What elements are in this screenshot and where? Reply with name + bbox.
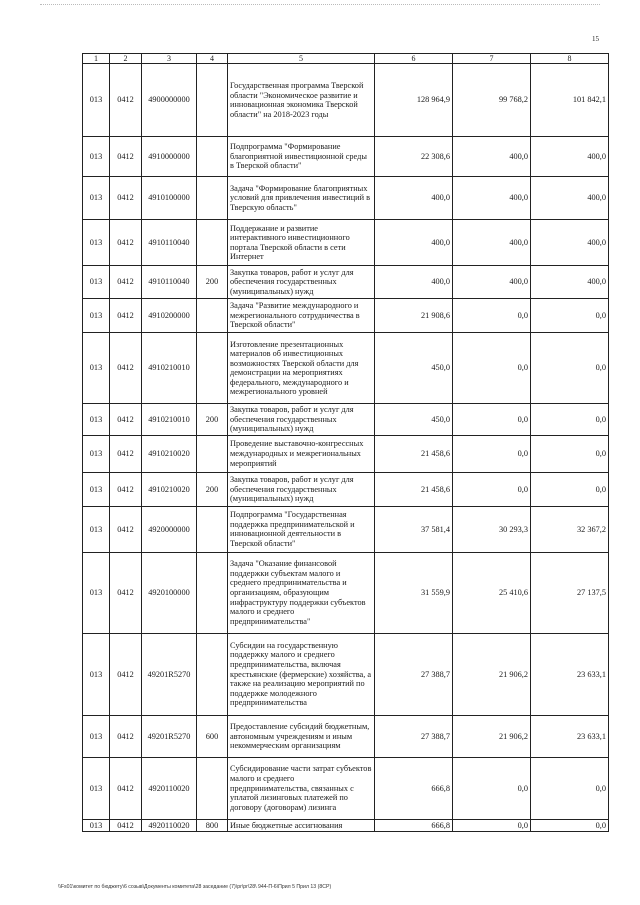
cell-v8: 101 842,1 (531, 64, 609, 137)
cell-name: Государственная программа Тверской области "Экономическое развитие и инновационная экономика Тверской области" на 2018-2023 годы (228, 64, 375, 137)
cell-c3: 4910100000 (142, 177, 197, 220)
cell-c3: 4920100000 (142, 552, 197, 633)
cell-name: Субсидии на государственную поддержку малого и среднего предпринимательства, включая крестьянские (фермерские) хозяйства, а также на реализацию мероприятий по поддержке молодежного предпринимательства (228, 633, 375, 715)
cell-c2: 0412 (110, 266, 142, 299)
table-row (83, 220, 609, 266)
cell-name: Закупка товаров, работ и услуг для обеспечения государственных (муниципальных) нужд (228, 472, 375, 506)
cell-c3: 49201R5270 (142, 633, 197, 715)
header-row (83, 54, 609, 64)
cell-name: Подпрограмма "Государственная поддержка предпринимательской и инновационной деятельности в Тверской области" (228, 506, 375, 552)
cell-v8: 0,0 (531, 819, 609, 832)
table-row (83, 819, 609, 832)
cell-c2: 0412 (110, 220, 142, 266)
scan-edge (40, 4, 600, 5)
cell-c1: 013 (83, 299, 110, 333)
cell-v7: 400,0 (453, 177, 531, 220)
cell-c2: 0412 (110, 506, 142, 552)
cell-c1: 013 (83, 64, 110, 137)
cell-v8: 400,0 (531, 266, 609, 299)
cell-v6: 666,8 (375, 819, 453, 832)
cell-v6: 21 458,6 (375, 472, 453, 506)
cell-c1: 013 (83, 177, 110, 220)
cell-v8: 27 137,5 (531, 552, 609, 633)
cell-c3: 4910210020 (142, 472, 197, 506)
cell-v6: 450,0 (375, 333, 453, 404)
cell-v8: 0,0 (531, 404, 609, 436)
cell-v7: 0,0 (453, 757, 531, 819)
cell-c2: 0412 (110, 137, 142, 177)
cell-c4 (197, 220, 228, 266)
cell-c4 (197, 299, 228, 333)
table-body (83, 64, 609, 832)
cell-c2: 0412 (110, 404, 142, 436)
footer-file-path: \\Fs01\комитет по бюджету\6 созыв\Документы комитета\28 заседание (7)\pr\pr\28\ 944-П-6\Прил 5 Прил 13 (8СР) (58, 884, 332, 890)
cell-v6: 128 964,9 (375, 64, 453, 137)
cell-c4 (197, 552, 228, 633)
col-header-3: 3 (142, 54, 197, 64)
cell-c4 (197, 177, 228, 220)
cell-name: Изготовление презентационных материалов об инвестиционных возможностях Тверской области для демонстрации на мероприятиях федерального, международного и межрегионального уровней (228, 333, 375, 404)
col-header-6: 6 (375, 54, 453, 64)
table-row (83, 177, 609, 220)
table-row (83, 506, 609, 552)
page-number: 15 (592, 35, 599, 43)
cell-name: Задача "Развитие международного и межрегионального сотрудничества в Тверской области" (228, 299, 375, 333)
cell-c1: 013 (83, 472, 110, 506)
table-row (83, 715, 609, 757)
cell-c3: 4910000000 (142, 137, 197, 177)
cell-c4 (197, 333, 228, 404)
cell-v8: 32 367,2 (531, 506, 609, 552)
cell-v7: 30 293,3 (453, 506, 531, 552)
cell-name: Задача "Формирование благоприятных условий для привлечения инвестиций в Тверскую область" (228, 177, 375, 220)
cell-c3: 4910200000 (142, 299, 197, 333)
cell-v7: 21 906,2 (453, 633, 531, 715)
cell-name: Проведение выставочно-конгрессных международных и межрегиональных мероприятий (228, 435, 375, 472)
col-header-5: 5 (228, 54, 375, 64)
cell-v8: 0,0 (531, 472, 609, 506)
cell-c1: 013 (83, 435, 110, 472)
table-row (83, 266, 609, 299)
table-row (83, 137, 609, 177)
cell-c2: 0412 (110, 633, 142, 715)
cell-c3: 4920110020 (142, 819, 197, 832)
cell-c1: 013 (83, 552, 110, 633)
cell-v7: 0,0 (453, 333, 531, 404)
table-row (83, 64, 609, 137)
cell-c4: 200 (197, 472, 228, 506)
cell-v7: 400,0 (453, 220, 531, 266)
cell-c4 (197, 757, 228, 819)
cell-c3: 4900000000 (142, 64, 197, 137)
cell-v8: 400,0 (531, 220, 609, 266)
cell-c3: 49201R5270 (142, 715, 197, 757)
table-row (83, 299, 609, 333)
table-row (83, 333, 609, 404)
cell-v7: 0,0 (453, 819, 531, 832)
table-row (83, 757, 609, 819)
cell-v6: 31 559,9 (375, 552, 453, 633)
cell-c1: 013 (83, 220, 110, 266)
cell-c4: 600 (197, 715, 228, 757)
cell-c4: 200 (197, 266, 228, 299)
cell-c3: 4910210020 (142, 435, 197, 472)
table-row (83, 435, 609, 472)
cell-c3: 4920000000 (142, 506, 197, 552)
cell-v7: 0,0 (453, 299, 531, 333)
cell-v6: 400,0 (375, 177, 453, 220)
cell-v8: 0,0 (531, 333, 609, 404)
col-header-1: 1 (83, 54, 110, 64)
cell-v6: 37 581,4 (375, 506, 453, 552)
cell-v8: 400,0 (531, 137, 609, 177)
cell-name: Задача "Оказание финансовой поддержки субъектам малого и среднего предпринимательства и организациям, образующим инфраструктуру поддержки субъектов малого и среднего предпринимательства" (228, 552, 375, 633)
col-header-7: 7 (453, 54, 531, 64)
cell-v6: 27 388,7 (375, 715, 453, 757)
cell-name: Закупка товаров, работ и услуг для обеспечения государственных (муниципальных) нужд (228, 266, 375, 299)
cell-c3: 4920110020 (142, 757, 197, 819)
cell-c2: 0412 (110, 333, 142, 404)
cell-v7: 400,0 (453, 137, 531, 177)
cell-v7: 0,0 (453, 472, 531, 506)
col-header-2: 2 (110, 54, 142, 64)
cell-c1: 013 (83, 266, 110, 299)
cell-v6: 21 908,6 (375, 299, 453, 333)
cell-c2: 0412 (110, 299, 142, 333)
cell-v8: 0,0 (531, 299, 609, 333)
cell-c4 (197, 435, 228, 472)
cell-c1: 013 (83, 757, 110, 819)
cell-c1: 013 (83, 506, 110, 552)
cell-c2: 0412 (110, 177, 142, 220)
cell-v6: 450,0 (375, 404, 453, 436)
cell-v8: 0,0 (531, 435, 609, 472)
cell-c2: 0412 (110, 64, 142, 137)
cell-c4 (197, 506, 228, 552)
cell-name: Предоставление субсидий бюджетным, автономным учреждениям и иным некоммерческим организациям (228, 715, 375, 757)
cell-c4: 800 (197, 819, 228, 832)
cell-v7: 25 410,6 (453, 552, 531, 633)
cell-v6: 400,0 (375, 220, 453, 266)
cell-c4 (197, 64, 228, 137)
cell-v8: 23 633,1 (531, 633, 609, 715)
cell-v8: 0,0 (531, 757, 609, 819)
cell-v8: 23 633,1 (531, 715, 609, 757)
cell-c2: 0412 (110, 435, 142, 472)
cell-c2: 0412 (110, 715, 142, 757)
cell-v6: 27 388,7 (375, 633, 453, 715)
cell-c1: 013 (83, 819, 110, 832)
cell-v6: 21 458,6 (375, 435, 453, 472)
cell-v7: 0,0 (453, 435, 531, 472)
col-header-8: 8 (531, 54, 609, 64)
table-row (83, 472, 609, 506)
cell-name: Иные бюджетные ассигнования (228, 819, 375, 832)
cell-c4: 200 (197, 404, 228, 436)
cell-v7: 0,0 (453, 404, 531, 436)
cell-c2: 0412 (110, 472, 142, 506)
cell-v6: 400,0 (375, 266, 453, 299)
cell-name: Субсидирование части затрат субъектов малого и среднего предпринимательства, связанных с уплатой лизинговых платежей по договору (договорам) лизинга (228, 757, 375, 819)
table-row (83, 633, 609, 715)
cell-c2: 0412 (110, 552, 142, 633)
cell-c1: 013 (83, 137, 110, 177)
cell-c1: 013 (83, 404, 110, 436)
table-row (83, 552, 609, 633)
cell-c1: 013 (83, 333, 110, 404)
col-header-4: 4 (197, 54, 228, 64)
budget-table (82, 53, 609, 832)
cell-c2: 0412 (110, 757, 142, 819)
cell-name: Закупка товаров, работ и услуг для обеспечения государственных (муниципальных) нужд (228, 404, 375, 436)
cell-c1: 013 (83, 715, 110, 757)
cell-c2: 0412 (110, 819, 142, 832)
cell-c3: 4910210010 (142, 333, 197, 404)
cell-v7: 99 768,2 (453, 64, 531, 137)
cell-c3: 4910110040 (142, 266, 197, 299)
cell-c1: 013 (83, 633, 110, 715)
cell-v8: 400,0 (531, 177, 609, 220)
cell-name: Подпрограмма "Формирование благоприятной инвестиционной среды в Тверской области" (228, 137, 375, 177)
cell-name: Поддержание и развитие интерактивного инвестиционного портала Тверской области в сети Интернет (228, 220, 375, 266)
cell-c3: 4910210010 (142, 404, 197, 436)
cell-v6: 22 308,6 (375, 137, 453, 177)
cell-c4 (197, 137, 228, 177)
cell-v7: 400,0 (453, 266, 531, 299)
cell-c4 (197, 633, 228, 715)
cell-v6: 666,8 (375, 757, 453, 819)
table-row (83, 404, 609, 436)
cell-v7: 21 906,2 (453, 715, 531, 757)
cell-c3: 4910110040 (142, 220, 197, 266)
